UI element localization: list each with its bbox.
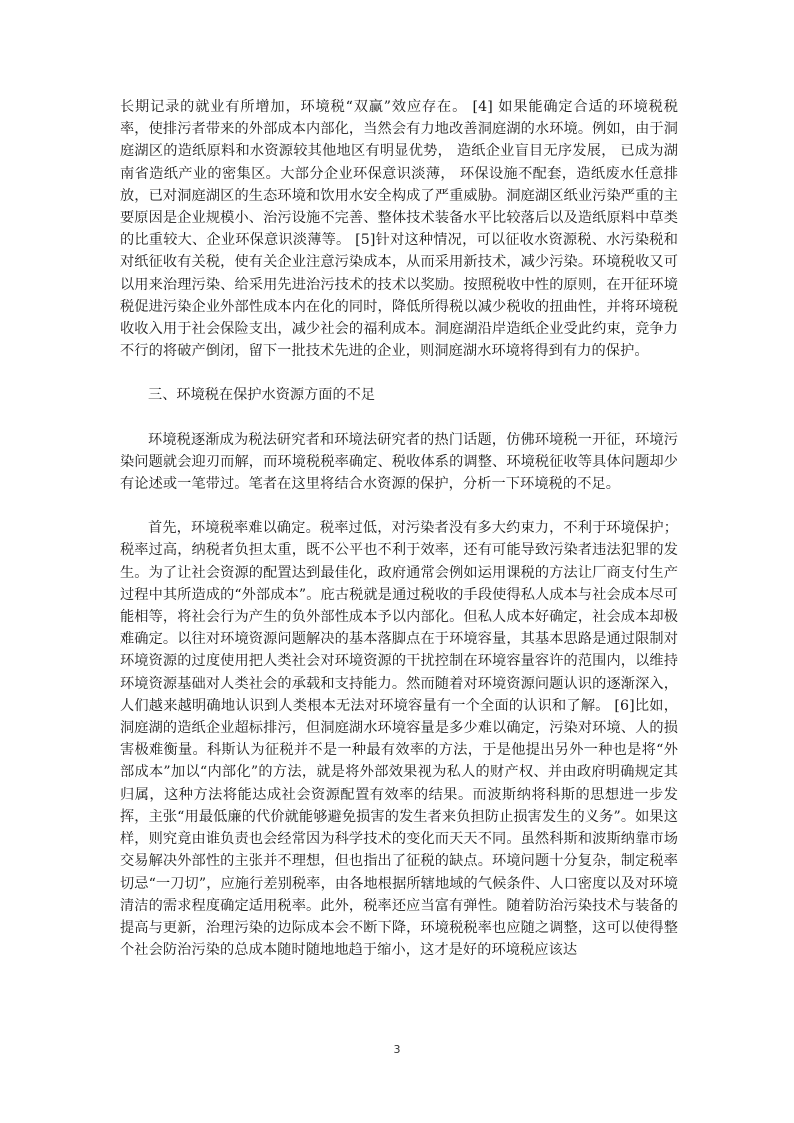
paragraph-intro: 环境税逐渐成为税法研究者和环境法研究者的热门话题，仿佛环境税一开征，环境污染问题就会迎刃而解，而环境税税率确定、税收体系的调整、环境税征收等具体问题却少有论述或一笔带过。笔者在这里将结合水资源的保护，分析一下环境税的不足。	[120, 431, 678, 493]
page-number: 3	[393, 1043, 401, 1056]
paragraph-spacer	[120, 362, 678, 384]
section-heading: 三、环境税在保护水资源方面的不足	[148, 387, 376, 404]
paragraph-spacer	[120, 495, 678, 517]
paragraph-spacer	[120, 407, 678, 429]
paragraph-water-environment: 长期记录的就业有所增加，环境税“双赢”效应存在。 [4] 如果能确定合适的环境税税率，使排污者带来的外部成本内部化，当然会有力地改善洞庭湖的水环境。例如，由于洞庭湖区的造纸原料和水资源较其他地区有明显优势， 造纸企业盲目无序发展， 已成为湖南省造纸产业的密集区。大部分企业环保意识淡薄， 环保设施不配套，造纸废水任意排放，已对洞庭湖区的生态环境和饮用水安全构成了严重威胁。洞庭湖区纸业污染严重的主要原因是企业规模小、治污设施不完善、整体技术装备水平比较落后以及造纸原料中草类的比重较大、企业环保意识淡薄等。 [5]针对这种情况，可以征收水资源税、水污染税和对纸征收有关税，使有关企业注意污染成本，从而采用新技术，减少污染。环境税收又可以用来治理污染、给采用先进治污技术的技术以奖励。按照税收中性的原则，在开征环境税促进污染企业外部性成本内在化的同时，降低所得税以减少税收的扭曲性，并将环境税收收入用于社会保险支出，减少社会的福利成本。洞庭湖沿岸造纸企业受此约束，竞争力不行的将破产倒闭，留下一批技术先进的企业，则洞庭湖水环境将得到有力的保护。	[120, 99, 678, 360]
document-body	[120, 96, 678, 961]
paragraph-tax-rate: 首先，环境税率难以确定。税率过低，对污染者没有多大约束力，不利于环境保护；税率过高，纳税者负担太重，既不公平也不利于效率，还有可能导致污染者违法犯罪的发生。为了让社会资源的配置达到最佳化，政府通常会例如运用课税的方法让厂商支付生产过程中其所造成的“外部成本”。庇古税就是通过税收的手段使得私人成本与社会成本尽可能相等，将社会行为产生的负外部性成本予以内部化。但私人成本好确定，社会成本却极难确定。以往对环境资源问题解决的基本落脚点在于环境容量，其基本思路是通过限制对环境资源的过度使用把人类社会对环境资源的干扰控制在环境容量容许的范围内，以维持环境资源基础对人类社会的承载和支持能力。然而随着对环境资源问题认识的逐渐深入，人们越来越明确地认识到人类根本无法对环境容量有一个全面的认识和了解。 [6]比如，洞庭湖的造纸企业超标排污，但洞庭湖水环境容量是多少难以确定，污染对环境、人的损害极难衡量。科斯认为征税并不是一种最有效率的方法，于是他提出另外一种也是将“外部成本”加以“内部化”的方法，就是将外部效果视为私人的财产权、并由政府明确规定其归属，这种方法将能达成社会资源配置有效率的结果。而波斯纳将科斯的思想进一步发挥，主张“用最低廉的代价就能够避免损害的发生者来负担防止损害发生的义务”。如果这样，则究竟由谁负责也会经常因为科学技术的变化而天天不同。虽然科斯和波斯纳靠市场交易解决外部性的主张并不理想，但也指出了征税的缺点。环境问题十分复杂，制定税率切忌“一刀切”，应施行差别税率，由各地根据所辖地域的气候条件、人口密度以及对环境清洁的需求程度确定适用税率。此外，税率还应当富有弹性。随着防治污染技术与装备的提高与更新，治理污染的边际成本会不断下降，环境税税率也应随之调整，这可以使得整个社会防治污染的总成本随时随地地趋于缩小，这才是好的环境税应该达	[120, 520, 678, 959]
